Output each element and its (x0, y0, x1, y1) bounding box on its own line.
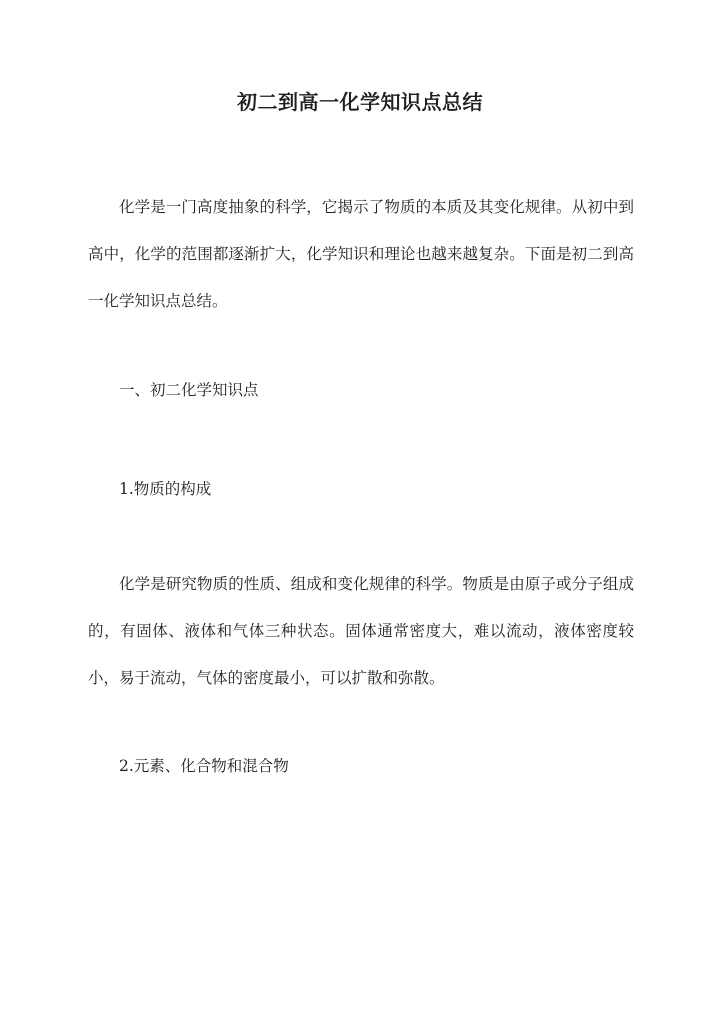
section-heading: 一、初二化学知识点 (119, 381, 259, 399)
subsection-heading-matter-composition: 1.物质的构成 (119, 480, 212, 498)
intro-paragraph: 化学是一门高度抽象的科学，它揭示了物质的本质及其变化规律。从初中到高中，化学的范围都逐渐扩大，化学知识和理论也越来越复杂。下面是初二到高一化学知识点总结。 (88, 198, 634, 310)
matter-composition-paragraph: 化学是研究物质的性质、组成和变化规律的科学。物质是由原子或分子组成的，有固体、液体和气体三种状态。固体通常密度大，难以流动，液体密度较小，易于流动，气体的密度最小，可以扩散和弥散。 (88, 575, 634, 687)
subsection-heading-elements-compounds: 2.元素、化合物和混合物 (119, 757, 289, 775)
document-title: 初二到高一化学知识点总结 (237, 90, 483, 114)
